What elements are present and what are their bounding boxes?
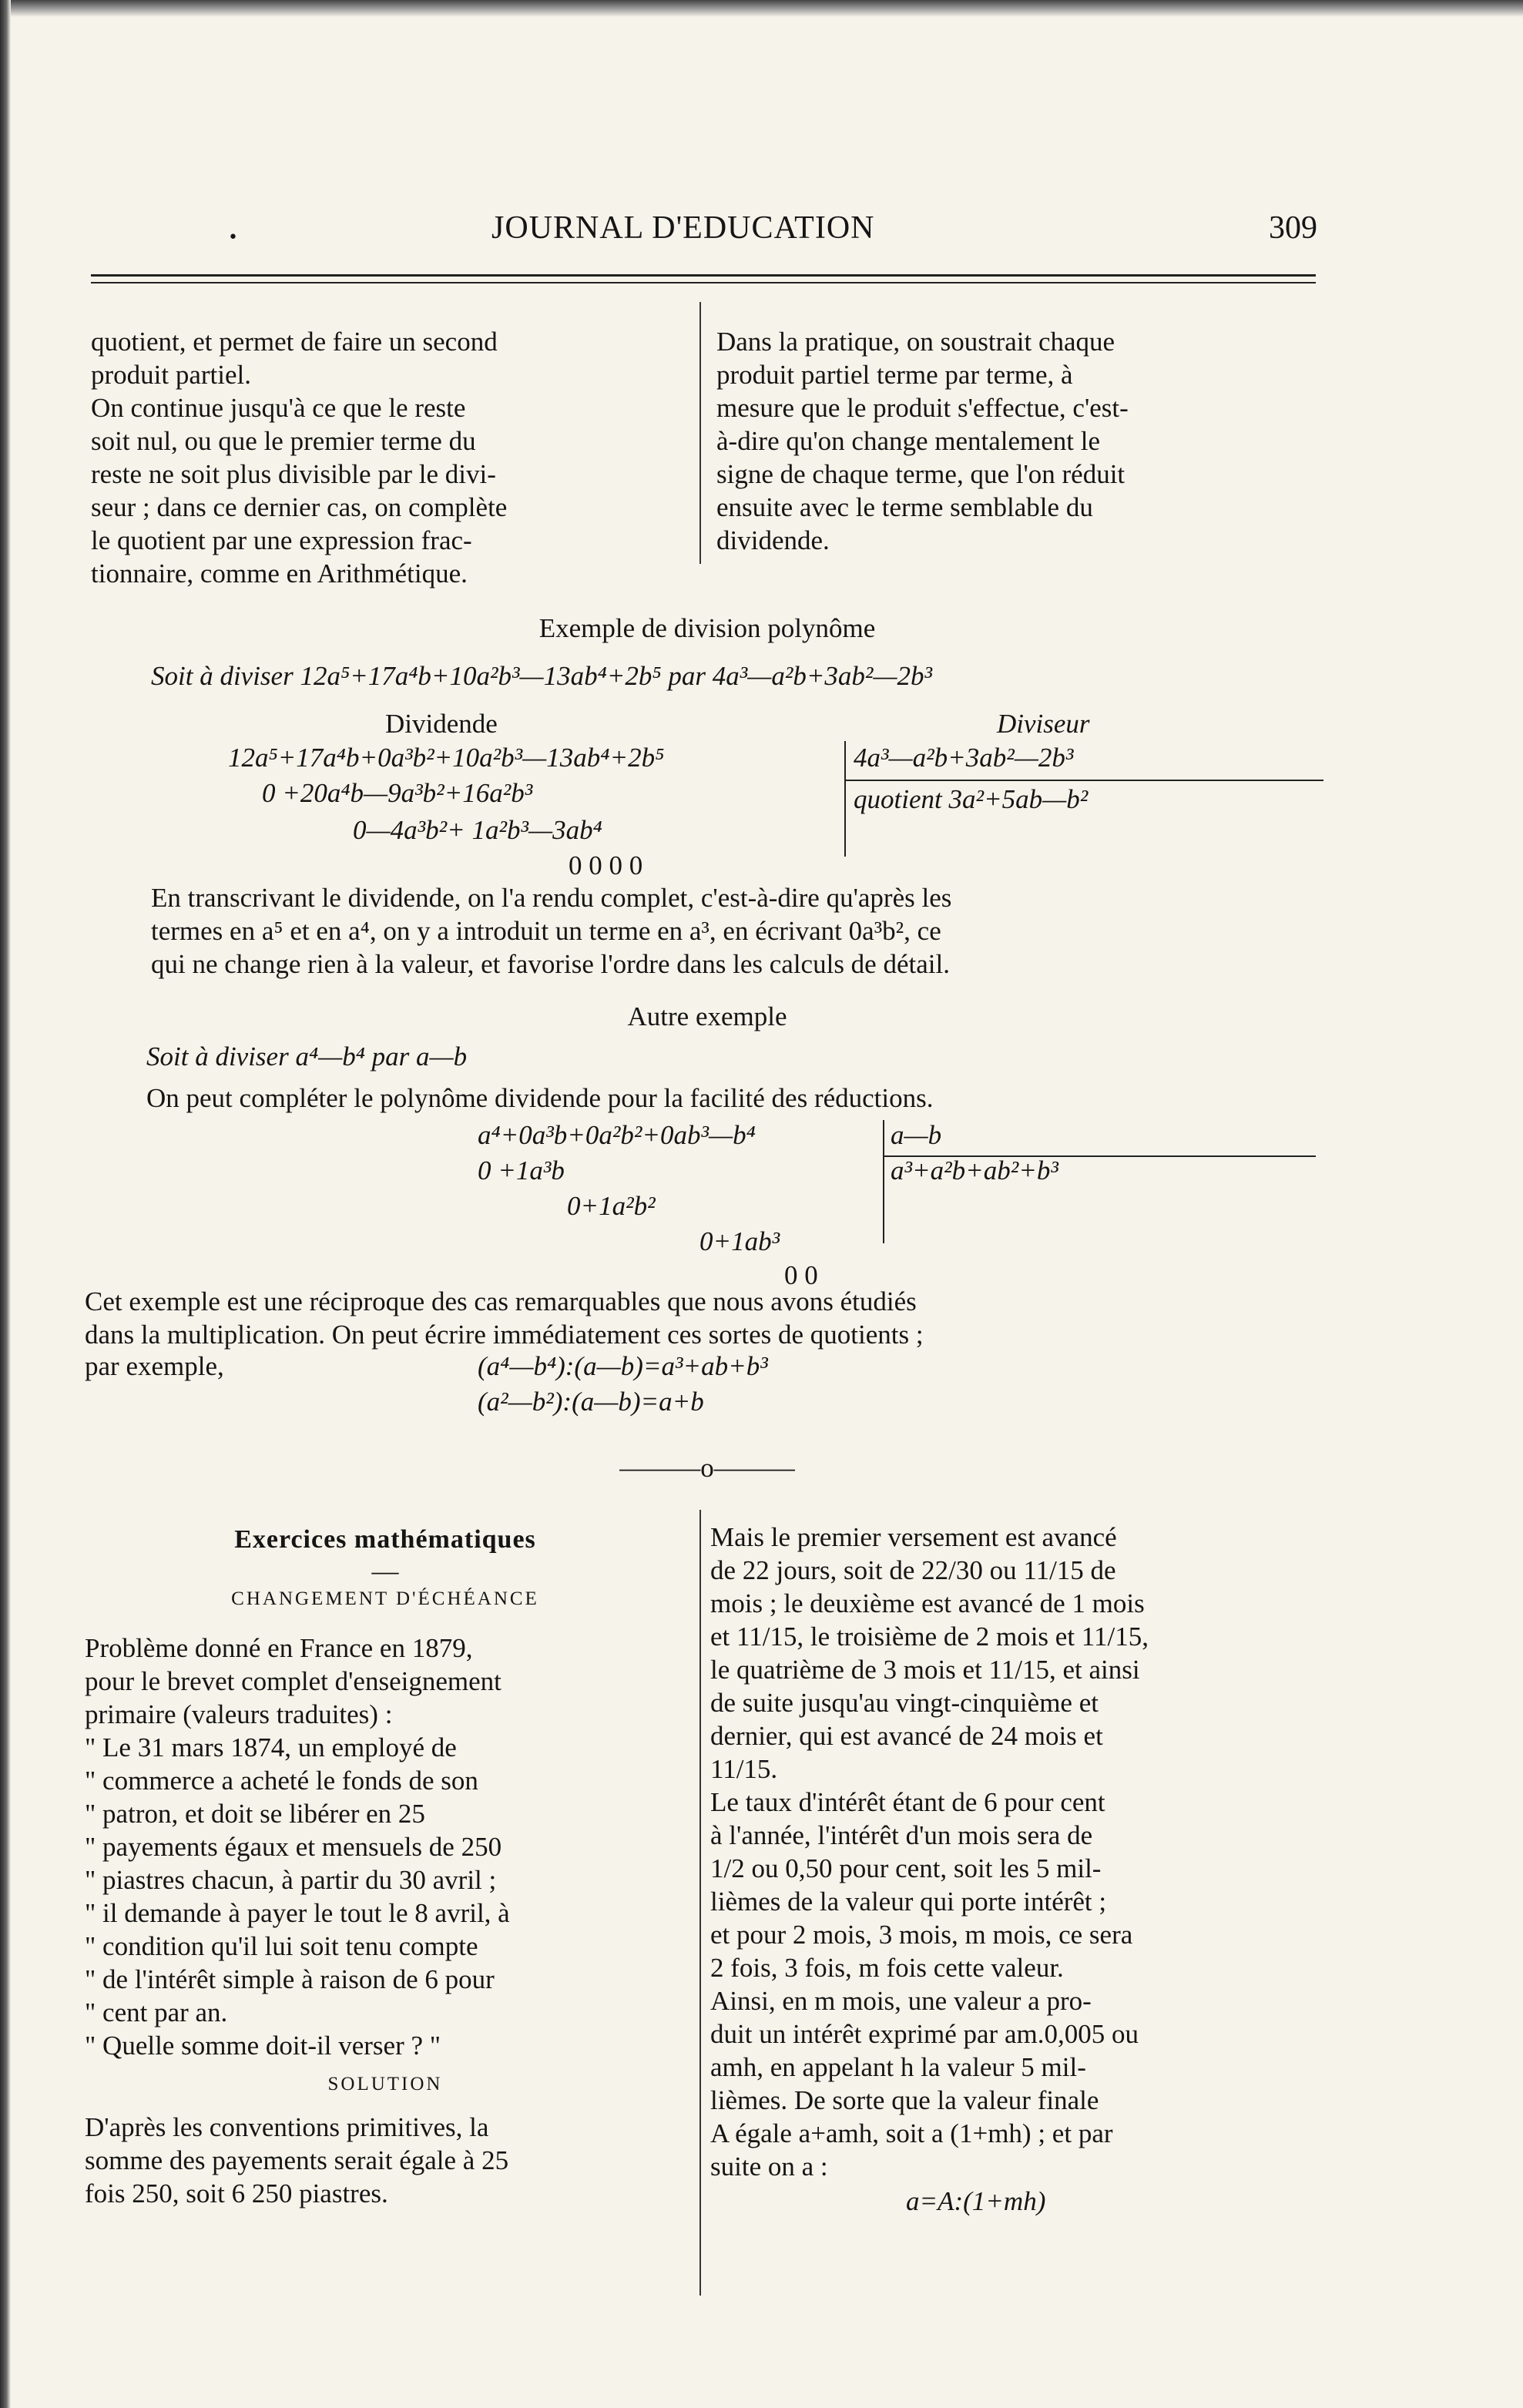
example2-quotient: a³+a²b+ab²+b³: [891, 1155, 1058, 1186]
example1-problem: Soit à diviser 12a⁵+17a⁴b+10a²b³—13ab⁴+2b⁵ par 4a³—a²b+3ab²—2b³: [151, 661, 933, 691]
example1-heading: Exemple de division polynôme: [538, 613, 876, 643]
example2-completion-note: On peut compléter le polynôme dividende pour la facilité des réductions.: [146, 1083, 934, 1113]
division-bar-2: [883, 1120, 884, 1243]
example2-row-5: 0 0: [784, 1260, 818, 1290]
example2-divisor: a—b: [891, 1120, 942, 1150]
exercises-subtitle: CHANGEMENT D'ÉCHÉANCE: [231, 1588, 539, 1609]
divisor-row: 4a³—a²b+3ab²—2b³: [854, 743, 1074, 773]
top-right-paragraph: Dans la pratique, on soustrait chaque produit partiel terme par terme, à mesure que le produit s'effectue, c'est- à-dire qu'on change mentalement le signe de chaque terme, que l'on réduit ensuite avec le terme semblable du dividende.: [716, 327, 1129, 555]
solution-body: D'après les conventions primitives, la somme des payements serait égale à 25 fois 250, soit 6 250 piastres.: [85, 2112, 509, 2208]
dividend-row-1: 12a⁵+17a⁴b+0a³b²+10a²b³—13ab⁴+2b⁵: [228, 743, 665, 773]
top-left-paragraph: quotient, et permet de faire un second produit partiel. On continue jusqu'à ce que le reste soit nul, ou que le premier terme du reste ne soit plus divisible par le divi- seur ; dans ce dernier cas, on complète le quotient par une expression frac- tionnaire, comme en Arithmétique.: [91, 327, 508, 589]
dividend-row-4: 0 0 0 0: [569, 850, 643, 880]
column-rule-top: [699, 302, 701, 564]
example2-closing: Cet exemple est une réciproque des cas remarquables que nous avons étudiés dans la multiplication. On peut écrire immédiatement ces sortes de quotients ;: [85, 1286, 924, 1350]
bottom-right-paragraph: Mais le premier versement est avancé de 22 jours, soit de 22/30 ou 11/15 de mois ; le deuxième est avancé de 1 mois et 11/15, le troisième de 2 mois et 11/15, le quatrième de 3 mois et 11/15, et ainsi de suite jusqu'au vingt-cinquième et dernier, qui est avancé de 24 mois et 11/15. Le taux d'intérêt étant de 6 pour cent à l'année, l'intérêt d'un mois sera de 1/2 ou 0,50 pour cent, soit les 5 mil- lièmes de la valeur qui porte intérêt ; et pour 2 mois, 3 mois, m mois, ce sera 2 fois, 3 fois, m fois cette valeur. Ainsi, en m mois, une valeur a pro- duit un intérêt exprimé par am.0,005 ou amh, en appelant h la valeur 5 mil- lièmes. De sorte que la valeur finale A égale a+amh, soit a (1+mh) ; et par suite on a :: [710, 1522, 1149, 2182]
example2-problem: Soit à diviser a⁴—b⁴ par a—b: [146, 1041, 468, 1072]
divisor-underline-1: [846, 780, 1323, 781]
page-header: [85, 210, 1317, 256]
example2-heading: Autre exemple: [627, 1001, 787, 1031]
page-edge-top: [0, 0, 1523, 17]
dividend-row-3: 0—4a³b²+ 1a²b³—3ab⁴: [353, 815, 602, 845]
exercises-title: Exercices mathématiques: [234, 1525, 536, 1554]
journal-title: JOURNAL D'EDUCATION: [491, 210, 875, 246]
exercises-title-dash: —: [371, 1556, 399, 1586]
header-rule-top: [91, 274, 1316, 277]
divisor-label: Diviseur: [997, 709, 1090, 739]
example2-row-2: 0 +1a³b: [478, 1155, 565, 1186]
section-separator: ———o———: [619, 1453, 795, 1483]
quotient-row: quotient 3a²+5ab—b²: [854, 784, 1089, 814]
par-exemple-label: par exemple,: [85, 1351, 224, 1381]
example1-explanation: En transcrivant le dividende, on l'a rendu complet, c'est-à-dire qu'après les termes en a⁵ et en a⁴, on y a introduit un terme en a³, en écrivant 0a³b², ce qui ne change rien à la valeur, et favorise l'ordre dans les calculs de détail.: [151, 883, 952, 979]
column-rule-bottom: [699, 1510, 701, 2296]
solution-heading: SOLUTION: [327, 2074, 443, 2094]
example2-row-3: 0+1a²b²: [567, 1191, 656, 1221]
header-dot: •: [228, 228, 238, 247]
formula-2: (a²—b²):(a—b)=a+b: [478, 1387, 704, 1417]
problem-statement: Problème donné en France en 1879, pour le brevet complet d'enseignement primaire (valeurs traduites) : " Le 31 mars 1874, un employé de " commerce a acheté le fonds de son " patron, et doit se libérer en 25 " payements égaux et mensuels de 250 " piastres chacun, à partir du 30 avril ; " il demande à payer le tout le 8 avril, à " condition qu'il lui soit tenu compte " de l'intérêt simple à raison de 6 pour " cent par an. " Quelle somme doit-il verser ? ": [85, 1633, 510, 2061]
division-bar-1: [844, 741, 846, 857]
final-formula: a=A:(1+mh): [906, 2186, 1046, 2216]
dividend-label: Dividende: [385, 709, 498, 739]
page-edge-left: [0, 0, 11, 2408]
dividend-row-2: 0 +20a⁴b—9a³b²+16a²b³: [262, 778, 533, 808]
formula-1: (a⁴—b⁴):(a—b)=a³+ab+b³: [478, 1351, 768, 1381]
example2-row-4: 0+1ab³: [699, 1226, 780, 1256]
example2-row-1: a⁴+0a³b+0a²b²+0ab³—b⁴: [478, 1120, 756, 1150]
header-rule-bottom: [91, 282, 1316, 283]
page-number: 309: [1269, 210, 1317, 246]
